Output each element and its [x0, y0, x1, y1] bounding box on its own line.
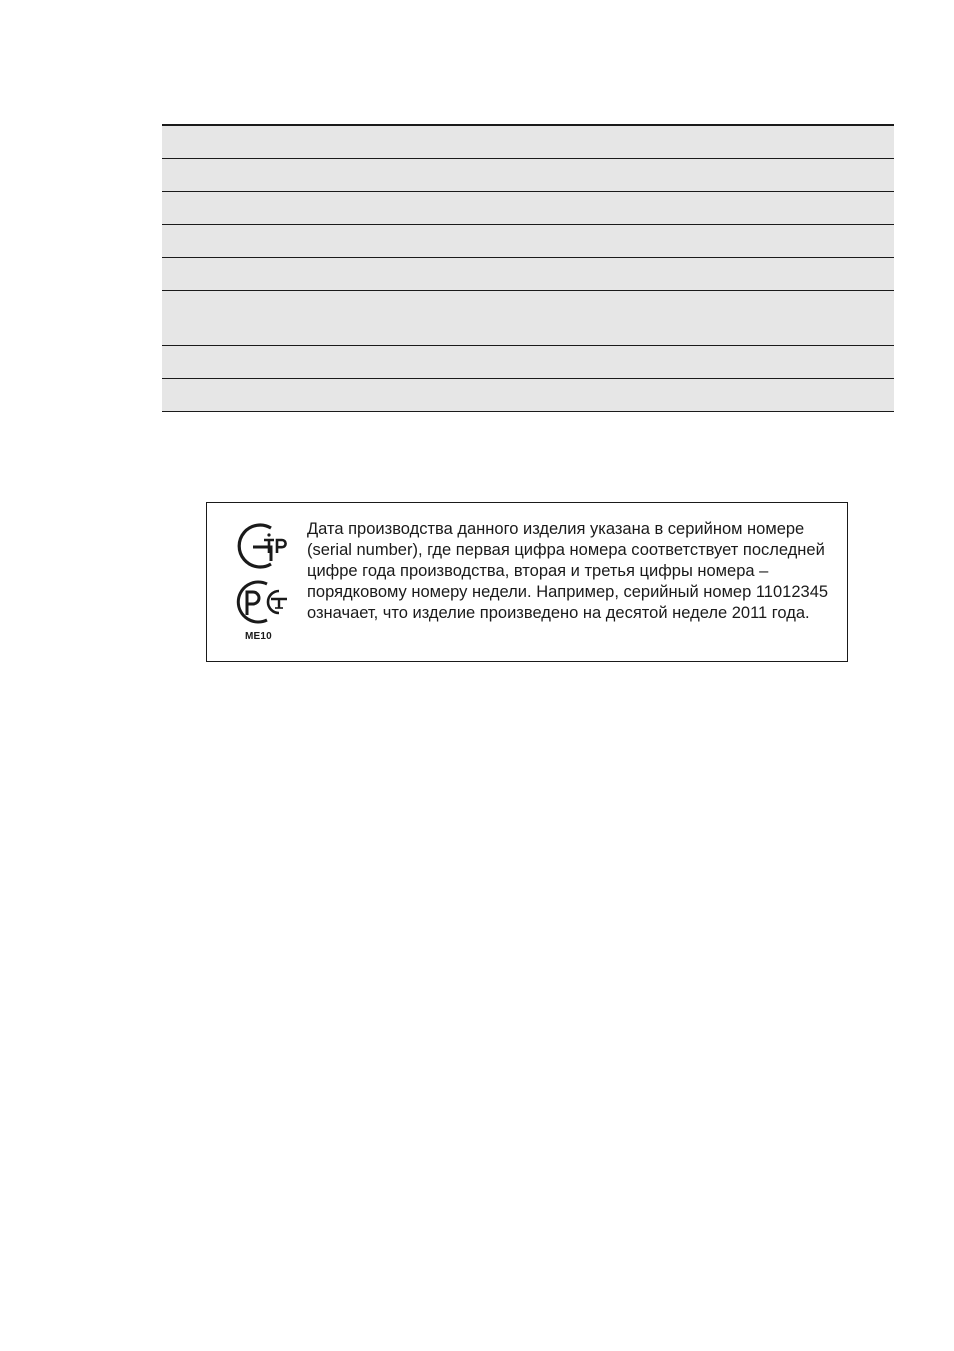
table-row	[162, 192, 894, 225]
table-cell	[162, 291, 894, 346]
certification-logos	[229, 521, 299, 649]
spec-table	[162, 124, 894, 412]
rst-mark-icon	[231, 577, 295, 627]
table-row	[162, 291, 894, 346]
production-date-note: Дата производства данного изделия указана в серийном номере (serial number), где первая цифра номера соответствует последней цифре года производства, вторая и третья цифры номера – порядковому номеру недели. Например, серийный номер 11012345 означает, что изделие произведено на десятой неделе 2011 года.	[307, 520, 829, 622]
table-row	[162, 379, 894, 412]
table-cell	[162, 379, 894, 412]
table-cell	[162, 125, 894, 159]
certification-box	[206, 502, 848, 662]
table-cell	[162, 346, 894, 379]
table-row	[162, 125, 894, 159]
table-row	[162, 159, 894, 192]
table-cell	[162, 192, 894, 225]
mark-code-label: ME10	[245, 631, 272, 642]
table-row	[162, 258, 894, 291]
table-row	[162, 346, 894, 379]
table-cell	[162, 159, 894, 192]
gost-tr-mark-icon	[231, 521, 295, 571]
table-cell	[162, 258, 894, 291]
table-cell	[162, 225, 894, 258]
table-row	[162, 225, 894, 258]
